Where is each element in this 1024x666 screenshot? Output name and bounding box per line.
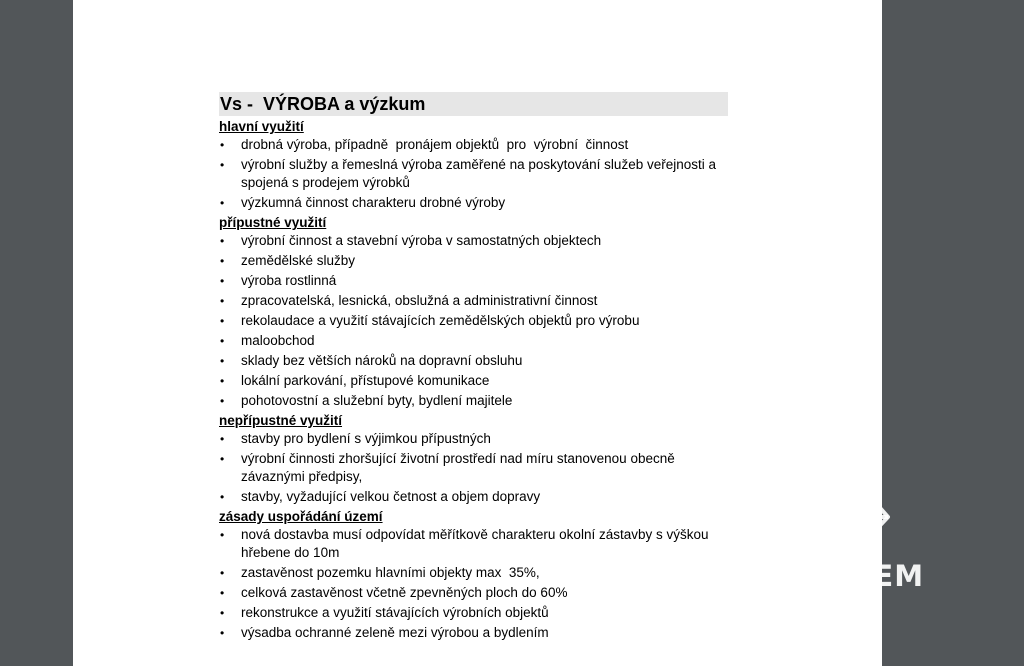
section-layout-principles: [219, 508, 728, 642]
list-item: • výrobní činnost a stavební výroba v samostatných objektech: [220, 233, 602, 248]
section-title: nepřípustné využití: [219, 413, 343, 428]
list-item: • sklady bez větších nároků na dopravní obsluhu: [220, 353, 523, 368]
bullet-icon: •: [220, 394, 225, 408]
list-item: • stavby, vyžadující velkou četnost a objem dopravy: [220, 489, 541, 504]
bullet-icon: •: [220, 234, 225, 248]
section-main-use: [219, 118, 728, 212]
diamond-logo-icon: [820, 497, 892, 555]
bullet-icon: •: [220, 566, 225, 580]
list-item: • zastavěnost pozemku hlavními objekty max 35%,: [220, 565, 540, 580]
list-item: • rekolaudace a využití stávajících zemědělských objektů pro výrobu: [220, 313, 640, 328]
section-prohibited-use: [219, 412, 728, 506]
bullet-icon: •: [220, 586, 225, 600]
list-item: • pohotovostní a služební byty, bydlení majitele: [220, 393, 513, 408]
list-item: • výrobní činnosti zhoršující životní prostředí nad míru stanovenou obecně závaznými předpisy,: [220, 451, 679, 484]
page-content: [219, 92, 728, 644]
bullet-icon: •: [220, 138, 225, 152]
section-title: zásady uspořádání území: [219, 509, 383, 524]
bullet-list: [219, 136, 728, 212]
document-page: [73, 0, 882, 666]
list-item: • zpracovatelská, lesnická, obslužná a administrativní činnost: [220, 293, 598, 308]
list-item: • výroba rostlinná: [220, 273, 337, 288]
bullet-icon: •: [220, 158, 225, 172]
bullet-list: [219, 232, 728, 410]
list-item: • výzkumná činnost charakteru drobné výroby: [220, 195, 506, 210]
list-item: • celková zastavěnost včetně zpevněných ploch do 60%: [220, 585, 568, 600]
list-item: • výsadba ochranné zeleně mezi výrobou a bydlením: [220, 625, 549, 640]
list-item: • lokální parkování, přístupové komunikace: [220, 373, 490, 388]
bullet-icon: •: [220, 334, 225, 348]
bullet-icon: •: [220, 528, 225, 542]
section-title: přípustné využití: [219, 215, 327, 230]
list-item: • nová dostavba musí odpovídat měřítkově charakteru okolní zástavby s výškou hřebene do 10m: [220, 527, 713, 560]
bullet-icon: •: [220, 452, 225, 466]
bullet-icon: •: [220, 606, 225, 620]
list-item: • zemědělské služby: [220, 253, 356, 268]
list-item: • drobná výroba, případně pronájem objektů pro výrobní činnost: [220, 137, 629, 152]
bullet-icon: •: [220, 354, 225, 368]
bullet-icon: •: [220, 374, 225, 388]
section-permitted-use: [219, 214, 728, 410]
bullet-icon: •: [220, 274, 225, 288]
bullet-list: [219, 526, 728, 642]
bullet-icon: •: [220, 196, 225, 210]
bullet-icon: •: [220, 432, 225, 446]
list-item: • maloobchod: [220, 333, 315, 348]
watermark: [782, 497, 932, 597]
bullet-list: [219, 430, 728, 506]
list-item: • rekonstrukce a využití stávajících výrobních objektů: [220, 605, 549, 620]
bullet-icon: •: [220, 490, 225, 504]
bullet-icon: •: [220, 254, 225, 268]
bullet-icon: •: [220, 294, 225, 308]
section-heading: Vs - VÝROBA a výzkum: [219, 92, 728, 116]
bullet-icon: •: [220, 626, 225, 640]
list-item: • výrobní služby a řemeslná výroba zaměřené na poskytování služeb veřejnosti a spojená s prodejem výrobků: [220, 157, 720, 190]
watermark-text: VIAGEM: [789, 559, 925, 593]
list-item: • stavby pro bydlení s výjimkou přípustných: [220, 431, 491, 446]
bullet-icon: •: [220, 314, 225, 328]
section-title: hlavní využití: [219, 119, 304, 134]
